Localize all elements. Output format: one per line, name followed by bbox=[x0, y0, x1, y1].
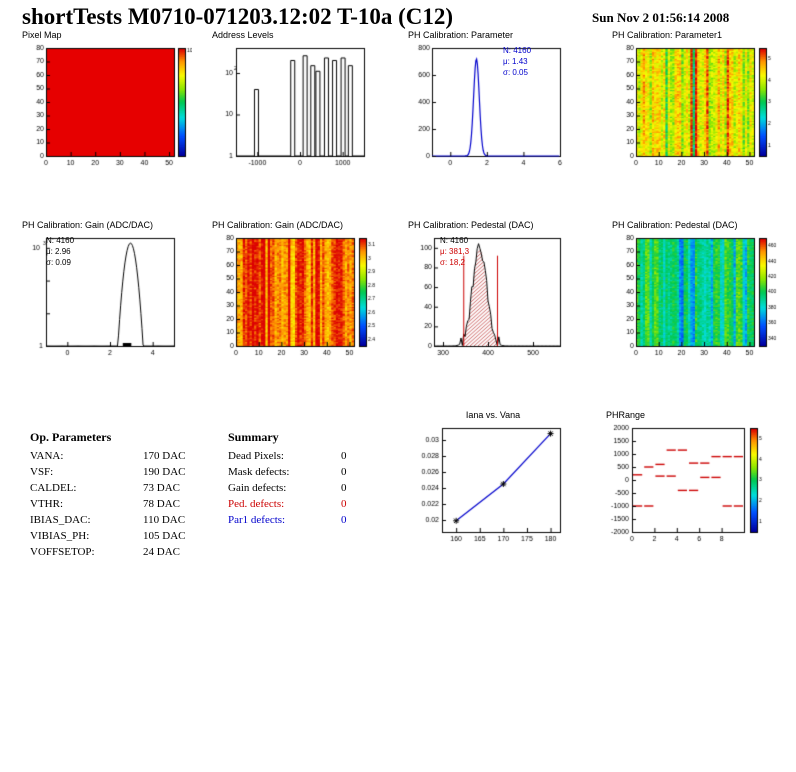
stat-mu-gain: μ: 2.96 bbox=[46, 247, 71, 256]
op-param-key-1: VSF: bbox=[30, 466, 54, 478]
panel-ph-cal-parameter[interactable] bbox=[408, 30, 578, 170]
stat-n-pedestal: N: 4160 bbox=[440, 236, 469, 245]
panel-phrange-title: PHRange bbox=[606, 410, 646, 420]
summary-key-1: Mask defects: bbox=[228, 466, 290, 478]
ph-calibration-pedestal-hist-plot[interactable] bbox=[408, 230, 578, 360]
op-param-key-0: VANA: bbox=[30, 450, 64, 462]
op-param-value-0: 170 DAC bbox=[143, 450, 186, 462]
ph-calibration-gain-map[interactable] bbox=[212, 230, 382, 360]
stat-mu-pedestal: μ: 381,3 bbox=[440, 247, 470, 256]
stat-n-gain: N: 4160 bbox=[46, 236, 75, 245]
op-parameters-heading: Op. Parameters bbox=[30, 430, 112, 444]
stat-n-parameter: N: 4160 bbox=[503, 46, 532, 55]
panel-ped-hist-title: PH Calibration: Pedestal (DAC) bbox=[408, 220, 534, 230]
summary-heading: Summary bbox=[228, 430, 279, 444]
panel-gain-hist-title: PH Calibration: Gain (ADC/DAC) bbox=[22, 220, 154, 230]
address-levels-plot[interactable] bbox=[212, 40, 382, 170]
op-param-value-1: 190 DAC bbox=[143, 466, 186, 478]
pixel-map-plot[interactable] bbox=[22, 40, 192, 170]
page-title: shortTests M0710-071203.12:02 T-10a (C12) bbox=[22, 4, 454, 29]
report-date: Sun Nov 2 01:56:14 2008 bbox=[592, 10, 730, 25]
iana-vs-vana-plot[interactable] bbox=[408, 420, 578, 550]
op-param-key-6: VOFFSETOP: bbox=[30, 546, 95, 558]
panel-gain-map-title: PH Calibration: Gain (ADC/DAC) bbox=[212, 220, 344, 230]
op-param-value-4: 110 DAC bbox=[143, 514, 186, 526]
panel-ped-map[interactable] bbox=[612, 220, 782, 360]
panel-pixel-map-title: Pixel Map bbox=[22, 30, 62, 40]
summary-key-4: Par1 defects: bbox=[228, 514, 286, 526]
op-param-value-6: 24 DAC bbox=[143, 546, 180, 558]
op-param-key-3: VTHR: bbox=[30, 498, 63, 510]
summary-value-3: 0 bbox=[341, 498, 347, 510]
panel-ped-hist[interactable] bbox=[408, 220, 578, 360]
panel-ph-cal-parameter1-title: PH Calibration: Parameter1 bbox=[612, 30, 723, 40]
stat-sigma-parameter: σ: 0.05 bbox=[503, 68, 528, 77]
panel-gain-map[interactable] bbox=[212, 220, 382, 360]
stat-sigma-pedestal: σ: 18,2 bbox=[440, 258, 465, 267]
op-param-key-2: CALDEL: bbox=[30, 482, 77, 494]
op-param-value-3: 78 DAC bbox=[143, 498, 180, 510]
panel-address-levels[interactable] bbox=[212, 30, 382, 170]
panel-iana-vana[interactable] bbox=[408, 410, 578, 550]
panel-ph-cal-parameter1[interactable] bbox=[612, 30, 782, 170]
summary-key-2: Gain defects: bbox=[228, 482, 287, 494]
panel-ph-cal-parameter-title: PH Calibration: Parameter bbox=[408, 30, 514, 40]
panel-phrange[interactable] bbox=[600, 410, 780, 550]
summary-value-2: 0 bbox=[341, 482, 347, 494]
ph-calibration-parameter-plot[interactable] bbox=[408, 40, 578, 170]
ph-calibration-pedestal-map[interactable] bbox=[612, 230, 782, 360]
phrange-plot[interactable] bbox=[600, 420, 780, 550]
summary-value-0: 0 bbox=[341, 450, 347, 462]
panel-address-levels-title: Address Levels bbox=[212, 30, 274, 40]
summary-value-4: 0 bbox=[341, 514, 347, 526]
ph-calibration-parameter1-map[interactable] bbox=[612, 40, 782, 170]
op-param-key-5: VIBIAS_PH: bbox=[30, 530, 90, 542]
panel-ped-map-title: PH Calibration: Pedestal (DAC) bbox=[612, 220, 738, 230]
summary-key-0: Dead Pixels: bbox=[228, 450, 284, 462]
op-param-key-4: IBIAS_DAC: bbox=[30, 514, 91, 526]
stat-sigma-gain: σ: 0.09 bbox=[46, 258, 71, 267]
stat-mu-parameter: μ: 1.43 bbox=[503, 57, 528, 66]
op-param-value-5: 105 DAC bbox=[143, 530, 186, 542]
summary-value-1: 0 bbox=[341, 466, 347, 478]
panel-gain-hist[interactable] bbox=[22, 220, 192, 360]
op-param-value-2: 73 DAC bbox=[143, 482, 180, 494]
panel-pixel-map[interactable] bbox=[22, 30, 192, 170]
summary-key-3: Ped. defects: bbox=[228, 498, 285, 510]
panel-iana-vana-title: Iana vs. Vana bbox=[465, 410, 521, 420]
